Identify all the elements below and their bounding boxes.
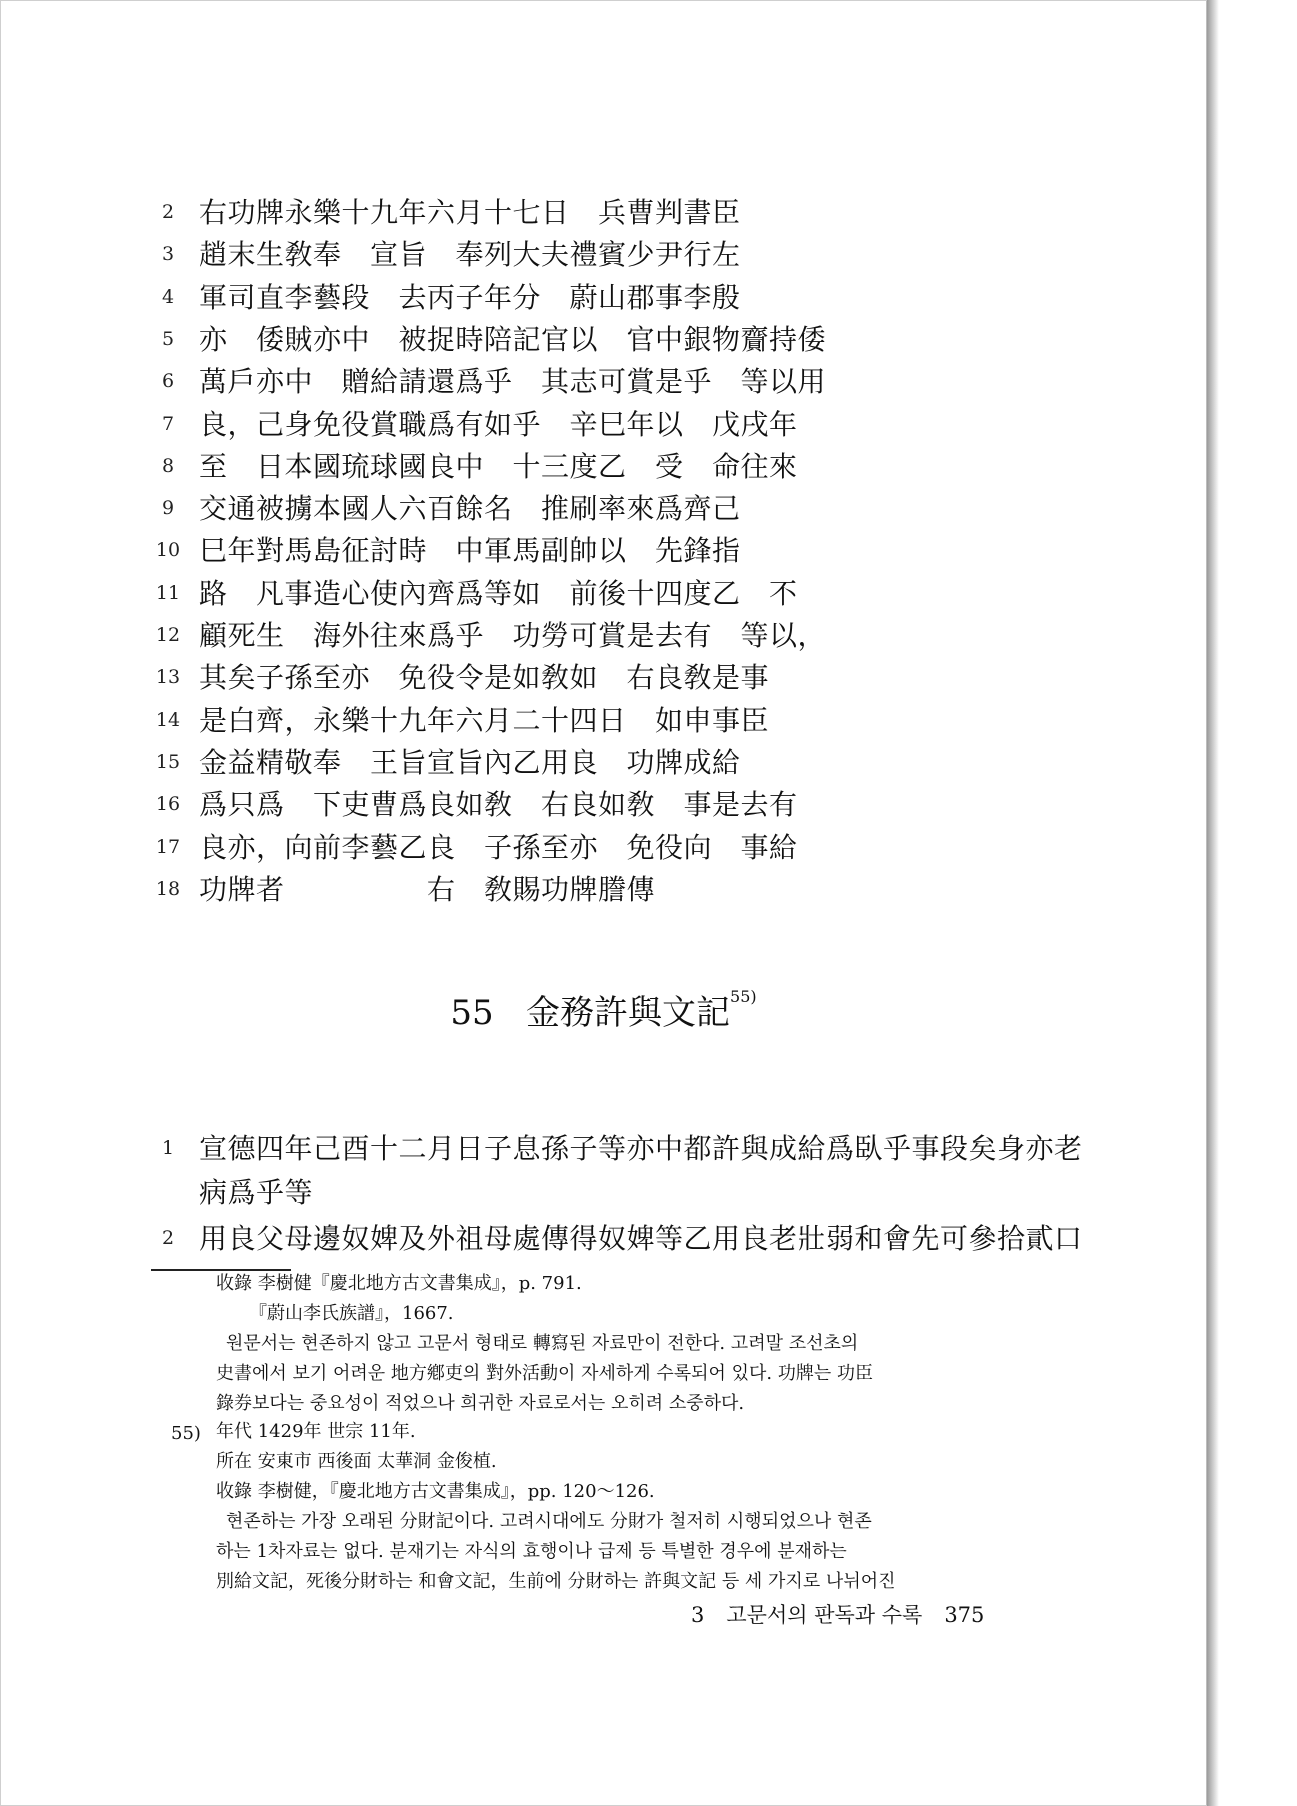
footnote-line: 『蔚山李氏族譜』，1667. [249,1303,454,1324]
line-text: 萬戶亦中 贈給請還爲乎 其志可賞是乎 等以用 [199,365,827,399]
line-number: 2 [161,1227,175,1249]
footnote-line: 所在 安東市 西後面 太華洞 金俊植. [216,1451,497,1472]
line-text: 良，己身免役賞職爲有如乎 辛巳年以 戊戌年 [199,407,798,441]
heading-number: 55 [450,993,494,1033]
footer-title: 고문서의 판독과 수록 [726,1603,923,1627]
line-text: 功牌者 右 敎賜功牌謄傳 [199,872,656,906]
footnote-line: 年代 1429年 世宗 11年. [216,1421,416,1442]
footnote-line: 史書에서 보기 어려운 地方鄕吏의 對外活動이 자세하게 수록되어 있다. 功牌는 功臣 [216,1363,873,1384]
footnote-line: 別給文記，死後分財하는 和會文記，生前에 分財하는 許與文記 등 세 가지로 나뉘어진 [216,1571,896,1592]
line-number: 14 [155,708,181,731]
line-number: 3 [161,243,175,266]
footnote-line: 錄券보다는 중요성이 적었으나 희귀한 자료로서는 오히려 소중하다. [216,1393,745,1414]
line-number: 12 [155,624,181,646]
line-number: 4 [161,285,175,308]
line-text: 至 日本國琉球國良中 十三度乙 受 命往來 [199,449,798,483]
line-text: 顧死生 海外往來爲乎 功勞可賞是去有 等以， [199,619,827,652]
line-number: 18 [155,877,181,900]
footnote-line: 收錄 李樹健『慶北地方古文書集成』，p. 791. [216,1273,582,1294]
line-text: 其矣子孫至亦 免役令是如敎如 右良敎是事 [199,661,770,695]
footnote-line: 원문서는 현존하지 않고 고문서 형태로 轉寫된 자료만이 전한다. 고려말 조선초의 [226,1333,859,1354]
line-number: 2 [161,201,175,223]
line-text: 路 凡事造心使內齊爲等如 前後十四度乙 不 [199,576,798,610]
line-number: 17 [155,835,181,858]
line-text: 病爲乎等 [199,1176,314,1209]
heading-footnote-ref: 55) [730,987,757,1006]
line-number: 10 [155,539,181,562]
page-number: 375 [944,1603,985,1627]
line-number: 9 [161,497,175,520]
line-number: 15 [155,750,181,773]
line-text: 宣德四年己酉十二月日子息孫子等亦中都許與成給爲臥乎事段矣身亦老 [199,1132,1083,1165]
line-text: 巳年對馬島征討時 中軍馬副帥以 先鋒指 [199,534,741,568]
line-text: 用良父母邊奴婢及外祖母處傳得奴婢等乙用良老壯弱和會先可參拾貳口 [199,1222,1083,1255]
line-text: 金益精敬奉 王旨宣旨內乙用良 功牌成給 [199,745,741,779]
footnote-number: 55) [171,1423,201,1444]
line-number: 1 [161,1137,175,1159]
line-number: 6 [161,370,175,393]
line-text: 右功牌永樂十九年六月十七日 兵曹判書臣 [199,196,741,229]
section-heading [1,985,1206,1034]
line-text: 良亦，向前李藝乙良 子孫至亦 免役向 事給 [199,830,798,864]
footer-chapter: 3 [691,1603,705,1627]
heading-title: 金務許與文記 [526,993,731,1033]
page-footer [691,1599,984,1629]
line-number: 8 [161,454,175,477]
line-number: 11 [155,581,181,604]
line-text: 是白齊，永樂十九年六月二十四日 如申事臣 [199,703,770,737]
line-number: 13 [155,666,181,689]
line-number: 16 [155,793,181,816]
line-number: 7 [161,412,175,435]
line-text: 爲只爲 下吏曹爲良如敎 右良如敎 事是去有 [199,788,798,822]
page-edge-shadow [1207,0,1219,1806]
line-number: 5 [161,327,175,350]
line-text: 趙末生敎奉 宣旨 奉列大夫禮賓少尹行左 [199,238,741,272]
line-text: 軍司直李藝段 去丙子年分 蔚山郡事李殷 [199,280,741,314]
footnote-line: 하는 1차자료는 없다. 분재기는 자식의 효행이나 급제 등 특별한 경우에 분재하는 [216,1541,847,1562]
footnote-line: 현존하는 가장 오래된 分財記이다. 고려시대에도 分財가 철저히 시행되었으나 현존 [226,1511,872,1532]
footnote-line: 收錄 李樹健，『慶北地方古文書集成』，pp. 120～126. [216,1481,655,1502]
line-text: 亦 倭賊亦中 被捉時陪記官以 官中銀物齎持倭 [199,322,827,356]
line-text: 交通被擄本國人六百餘名 推刷率來爲齊己 [199,492,741,526]
